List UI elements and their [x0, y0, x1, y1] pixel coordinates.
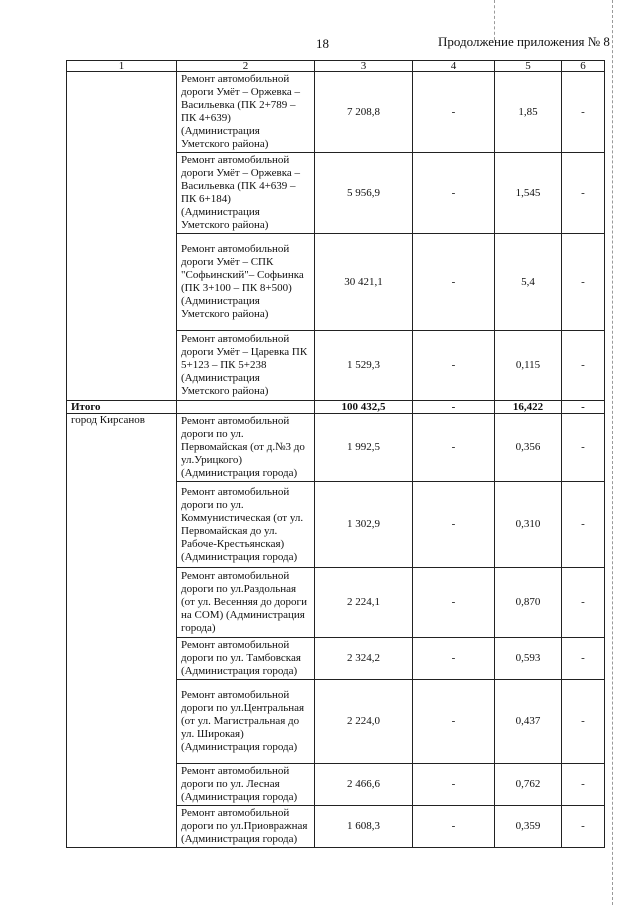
group-cell [67, 72, 177, 401]
column-number: 6 [562, 61, 605, 72]
road-name: Ремонт автомобильной дороги по ул.Центральная (от ул. Магистральная до ул. Широкая) (Администрация города) [177, 680, 315, 764]
col4-value: - [413, 568, 495, 638]
cost-value: 2 466,6 [315, 764, 413, 806]
continuation-label: Продолжение приложения № 8 [438, 34, 610, 49]
road-name: Ремонт автомобильной дороги по ул. Коммунистическая (от ул. Первомайская до ул. Рабоче-Крестьянская) (Администрация города) [177, 482, 315, 568]
col6-value: - [562, 806, 605, 848]
length-value: 0,437 [495, 680, 562, 764]
length-value: 1,85 [495, 72, 562, 153]
col6-value: - [562, 414, 605, 482]
col6-value: - [562, 638, 605, 680]
col4-value: - [413, 806, 495, 848]
cost-value: 1 992,5 [315, 414, 413, 482]
road-name: Ремонт автомобильной дороги по ул. Лесная (Администрация города) [177, 764, 315, 806]
column-number: 2 [177, 61, 315, 72]
length-value: 0,310 [495, 482, 562, 568]
col6-value: - [562, 153, 605, 234]
road-name: Ремонт автомобильной дороги по ул. Первомайская (от д.№3 до ул.Урицкого) (Администрация города) [177, 414, 315, 482]
road-name: Ремонт автомобильной дороги по ул.Раздольная (от ул. Весенняя до дороги на СОМ) (Администрация города) [177, 568, 315, 638]
col4-value: - [413, 414, 495, 482]
group-label: город Кирсанов [67, 414, 177, 848]
cost-value: 1 608,3 [315, 806, 413, 848]
column-number-row [67, 61, 605, 72]
length-value: 0,593 [495, 638, 562, 680]
length-value: 0,762 [495, 764, 562, 806]
column-number: 3 [315, 61, 413, 72]
col4-value: - [413, 153, 495, 234]
length-value: 0,356 [495, 414, 562, 482]
road-name: Ремонт автомобильной дороги Умёт – Оржевка – Васильевка (ПК 2+789 – ПК 4+639) (Администрация Уметского района) [177, 72, 315, 153]
col4-value: - [413, 72, 495, 153]
col4-value: - [413, 331, 495, 401]
total-col6: - [562, 401, 605, 414]
col4-value: - [413, 482, 495, 568]
cost-value: 2 224,0 [315, 680, 413, 764]
col6-value: - [562, 72, 605, 153]
length-value: 0,359 [495, 806, 562, 848]
total-empty [177, 401, 315, 414]
total-length: 16,422 [495, 401, 562, 414]
page-number: 18 [316, 36, 329, 51]
total-label: Итого [67, 401, 177, 414]
col6-value: - [562, 234, 605, 331]
column-number: 5 [495, 61, 562, 72]
col6-value: - [562, 331, 605, 401]
road-name: Ремонт автомобильной дороги Умёт – Оржевка – Васильевка (ПК 4+639 – ПК 6+184) (Администрация Уметского района) [177, 153, 315, 234]
length-value: 5,4 [495, 234, 562, 331]
col4-value: - [413, 234, 495, 331]
length-value: 1,545 [495, 153, 562, 234]
cost-value: 1 302,9 [315, 482, 413, 568]
scan-margin-line-right [612, 0, 613, 905]
total-cost: 100 432,5 [315, 401, 413, 414]
column-number: 4 [413, 61, 495, 72]
column-number: 1 [67, 61, 177, 72]
col4-value: - [413, 638, 495, 680]
col6-value: - [562, 764, 605, 806]
road-name: Ремонт автомобильной дороги по ул. Тамбовская (Администрация города) [177, 638, 315, 680]
cost-value: 7 208,8 [315, 72, 413, 153]
road-name: Ремонт автомобильной дороги Умёт – Царевка ПК 5+123 – ПК 5+238 (Администрация Уметского района) [177, 331, 315, 401]
cost-value: 2 224,1 [315, 568, 413, 638]
cost-value: 1 529,3 [315, 331, 413, 401]
col6-value: - [562, 680, 605, 764]
data-table [66, 60, 605, 848]
col4-value: - [413, 764, 495, 806]
cost-value: 5 956,9 [315, 153, 413, 234]
table-row [67, 72, 605, 153]
col4-value: - [413, 680, 495, 764]
cost-value: 30 421,1 [315, 234, 413, 331]
cost-value: 2 324,2 [315, 638, 413, 680]
length-value: 0,115 [495, 331, 562, 401]
road-name: Ремонт автомобильной дороги Умёт – СПК "Софьинский"– Софьинка (ПК 3+100 – ПК 8+500) (Администрация Уметского района) [177, 234, 315, 331]
total-col4: - [413, 401, 495, 414]
road-name: Ремонт автомобильной дороги по ул.Приовражная (Администрация города) [177, 806, 315, 848]
total-row [67, 401, 605, 414]
col6-value: - [562, 568, 605, 638]
col6-value: - [562, 482, 605, 568]
length-value: 0,870 [495, 568, 562, 638]
table-row [67, 414, 605, 482]
